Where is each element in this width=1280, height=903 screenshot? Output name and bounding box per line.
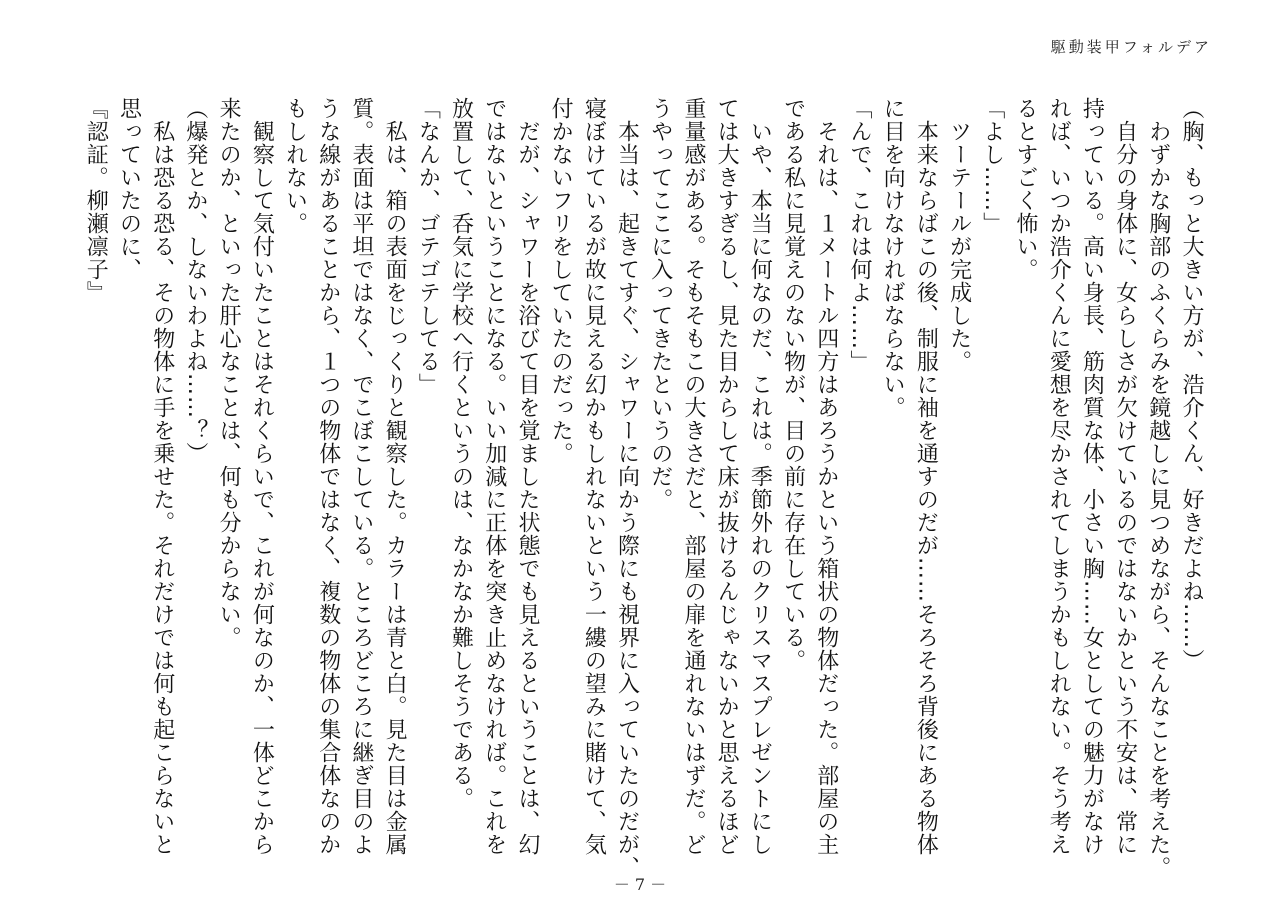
text-line: それは、１メートル四方はあろうかという箱状の物体だった。部屋の主 bbox=[813, 97, 839, 856]
text-line: わずかな胸部のふくらみを鏡越しに見つめながら、そんなことを考えた。 bbox=[1145, 97, 1171, 879]
text-line: に目を向けなければならない。 bbox=[880, 97, 906, 419]
text-line: 『認証。柳瀬凛子』 bbox=[83, 97, 109, 304]
text-line: 自分の身体に、女らしさが欠けているのではないかという不安は、常に bbox=[1112, 97, 1138, 856]
text-line: 重量感がある。そもそもこの大きさだと、部屋の扉を通れないはずだ。ど bbox=[680, 97, 706, 856]
text-line: 「なんか、ゴテゴテしてる」 bbox=[415, 97, 441, 396]
text-line: ては大きすぎるし、見た目からして床が抜けるんじゃないかと思えるほど bbox=[714, 97, 740, 856]
text-line: （胸、もっと大きい方が、浩介くん、好きだよね……） bbox=[1179, 97, 1204, 672]
body-text bbox=[73, 97, 1208, 879]
text-line: ではないということになる。いい加減に正体を突き止めなければ。これを bbox=[481, 97, 507, 856]
text-line: 質。表面は平坦ではなく、でこぼこしている。ところどころに継ぎ目のよ bbox=[348, 97, 374, 856]
text-line: 観察して気付いたことはそれくらいで、これが何なのか、一体どこから bbox=[249, 97, 275, 856]
text-line: 私は、箱の表面をじっくりと観察した。カラーは青と白。見た目は金属 bbox=[382, 97, 408, 856]
text-line: 「よし……」 bbox=[979, 97, 1005, 235]
text-line: れば、いつか浩介くんに愛想を尽かされてしまうかもしれない。そう考え bbox=[1046, 97, 1072, 856]
text-line: いや、本当に何なのだ、これは。季節外れのクリスマスプレゼントにし bbox=[747, 97, 773, 856]
text-line: 寝ぼけているが故に見える幻かもしれないという一縷の望みに賭けて、気 bbox=[581, 97, 607, 856]
text-line: るとすごく怖い。 bbox=[1012, 97, 1038, 281]
text-line: 思っていたのに、 bbox=[116, 97, 142, 281]
text-line: うな線があることから、１つの物体ではなく、複数の物体の集合体なのか bbox=[315, 97, 341, 856]
text-line: 来たのか、といった肝心なことは、何も分からない。 bbox=[216, 97, 242, 649]
text-line: 付かないフリをしていたのだった。 bbox=[548, 97, 574, 465]
text-line: （爆発とか、しないわよね……？） bbox=[182, 97, 208, 465]
text-line: 私は恐る恐る、その物体に手を乗せた。それだけでは何も起こらないと bbox=[149, 97, 175, 856]
text-line: もしれない。 bbox=[282, 97, 308, 235]
text-line: 持っている。高い身長、筋肉質な体、小さい胸……女としての魅力がなけ bbox=[1079, 97, 1105, 856]
document-header-title: 駆動装甲フォルデア bbox=[1050, 38, 1212, 56]
text-line: 本来ならばこの後、制服に袖を通すのだが……そろそろ背後にある物体 bbox=[913, 97, 939, 856]
text-line: うやってここに入ってきたというのだ。 bbox=[647, 97, 673, 511]
text-line: 放置して、呑気に学校へ行くというのは、なかなか難しそうである。 bbox=[448, 97, 474, 810]
text-line: である私に見覚えのない物が、目の前に存在している。 bbox=[780, 97, 806, 672]
text-line: ツーテールが完成した。 bbox=[946, 97, 972, 373]
text-line: 「んで、これは何よ……」 bbox=[846, 97, 872, 373]
text-line: だが、シャワーを浴びて目を覚ました状態でも見えるということは、幻 bbox=[514, 97, 540, 856]
page-number: － 7 － bbox=[613, 875, 667, 894]
text-line: 本当は、起きてすぐ、シャワーに向かう際にも視界に入っていたのだが、 bbox=[614, 97, 640, 879]
